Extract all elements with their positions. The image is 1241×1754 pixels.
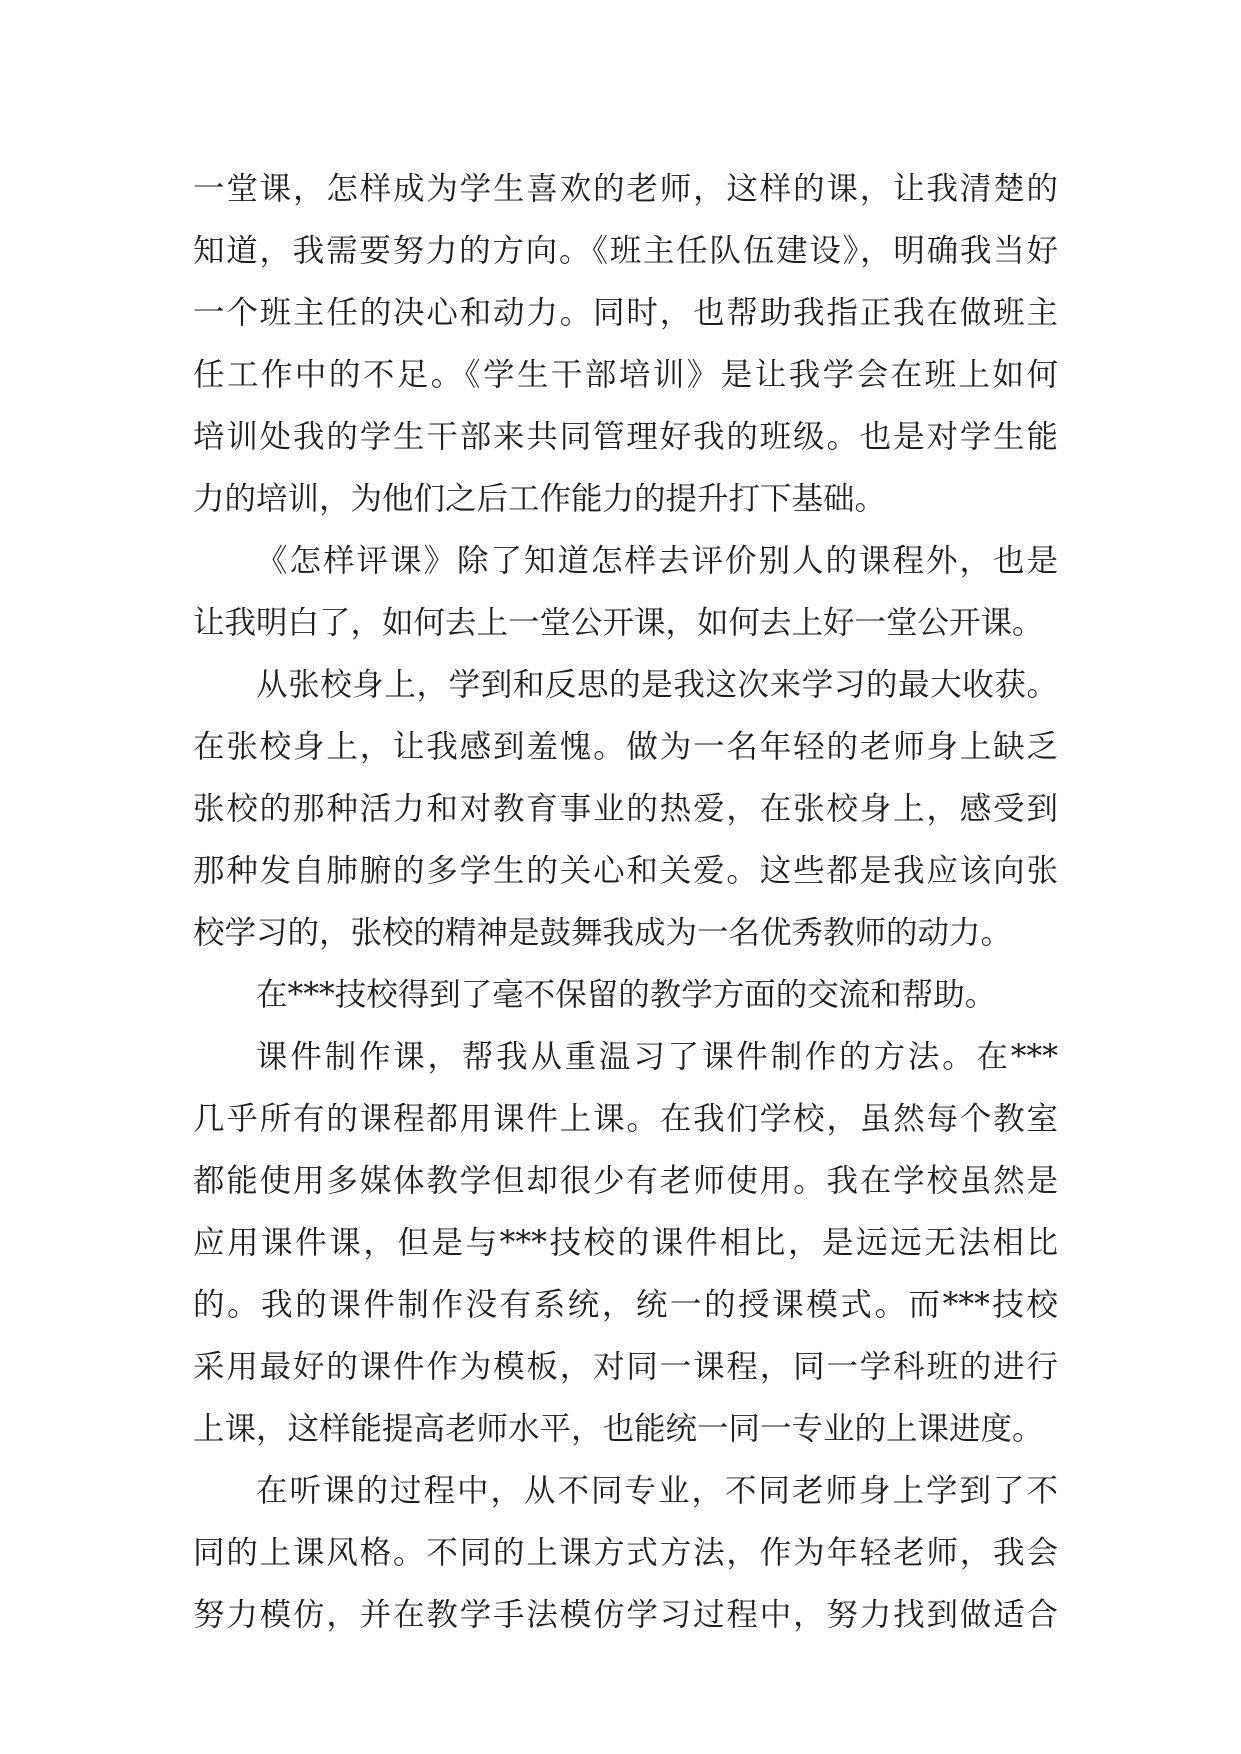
text-line: 一个班主任的决心和动力。同时，也帮助我指正我在做班主	[193, 295, 1058, 331]
text-line: 应用课件课，但是与***技校的课件相比，是远远无法相比	[193, 1225, 1058, 1261]
text-line: 《怎样评课》除了知道怎样去评价别人的课程外，也是	[256, 543, 1058, 579]
text-line: 那种发自肺腑的多学生的关心和关爱。这些都是我应该向张	[193, 853, 1058, 889]
text-line: 让我明白了，如何去上一堂公开课，如何去上好一堂公开课。	[193, 605, 1044, 641]
text-line: 都能使用多媒体教学但却很少有老师使用。我在学校虽然是	[193, 1163, 1058, 1199]
text-line: 采用最好的课件作为模板，对同一课程，同一学科班的进行	[193, 1349, 1058, 1385]
text-line: 在***技校得到了毫不保留的教学方面的交流和帮助。	[256, 977, 997, 1013]
text-line: 力的培训，为他们之后工作能力的提升打下基础。	[193, 481, 887, 517]
text-line: 在张校身上，让我感到羞愧。做为一名年轻的老师身上缺乏	[193, 729, 1058, 765]
text-line: 一堂课，怎样成为学生喜欢的老师，这样的课，让我清楚的	[193, 171, 1058, 207]
text-line: 几乎所有的课程都用课件上课。在我们学校，虽然每个教室	[193, 1101, 1058, 1137]
text-line: 在听课的过程中，从不同专业，不同老师身上学到了不	[256, 1473, 1058, 1509]
text-line: 同的上课风格。不同的上课方式方法，作为年轻老师，我会	[193, 1535, 1058, 1571]
document-body	[193, 158, 1058, 1646]
text-line: 努力模仿，并在教学手法模仿学习过程中，努力找到做适合	[193, 1597, 1058, 1633]
text-line: 校学习的，张校的精神是鼓舞我成为一名优秀教师的动力。	[193, 915, 1013, 951]
text-line: 的。我的课件制作没有系统，统一的授课模式。而***技校	[193, 1287, 1058, 1323]
text-line: 上课，这样能提高老师水平，也能统一同一专业的上课进度。	[193, 1411, 1044, 1447]
text-line: 张校的那种活力和对教育事业的热爱，在张校身上，感受到	[193, 791, 1058, 827]
text-line: 培训处我的学生干部来共同管理好我的班级。也是对学生能	[193, 419, 1058, 455]
text-line: 从张校身上，学到和反思的是我这次来学习的最大收获。	[256, 667, 1058, 703]
text-line: 课件制作课，帮我从重温习了课件制作的方法。在***	[256, 1039, 1058, 1075]
text-line: 任工作中的不足。《学生干部培训》是让我学会在班上如何	[193, 357, 1058, 393]
text-line: 知道，我需要努力的方向。《班主任队伍建设》，明确我当好	[193, 233, 1058, 269]
